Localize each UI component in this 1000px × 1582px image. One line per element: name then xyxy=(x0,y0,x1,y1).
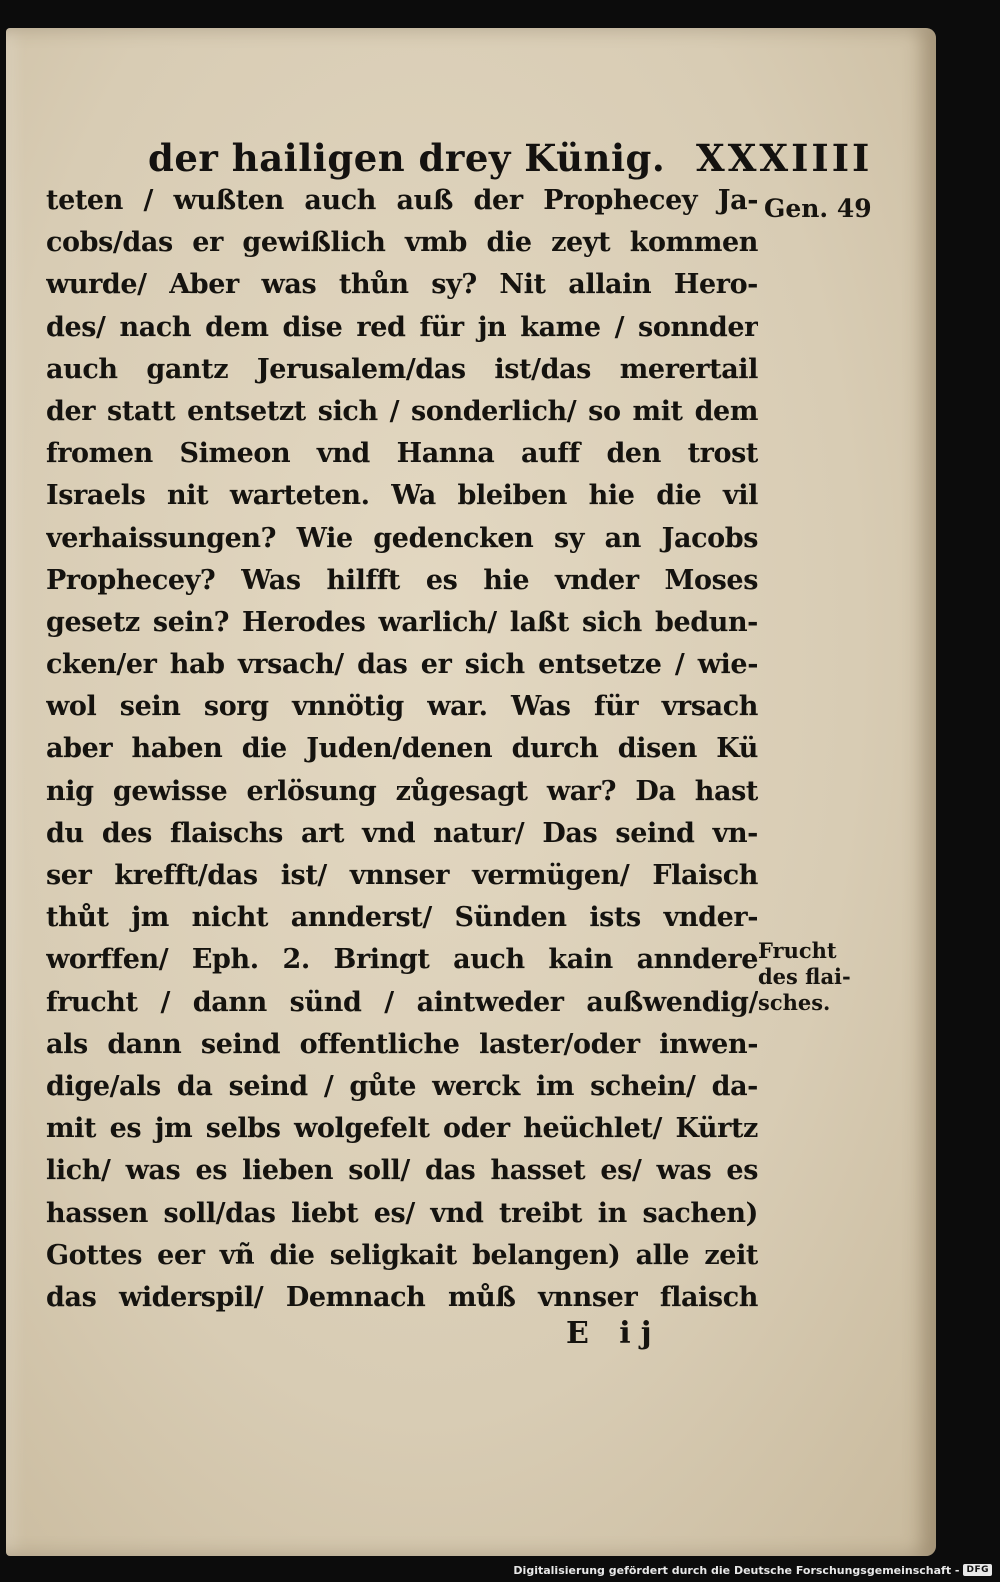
text-line: fromen Simeon vnd Hanna auff den trost xyxy=(46,438,758,470)
text-line: cken/er hab vrsach/ das er sich entsetze / wie- xyxy=(46,649,758,681)
text-line: verhaissungen? Wie gedencken sy an Jacobs xyxy=(46,522,758,554)
text-line: aber haben die Juden/denen durch disen Kü xyxy=(46,733,758,765)
folio-number: XXXIIII xyxy=(696,136,873,180)
dfg-logo: DFG xyxy=(963,1564,992,1576)
margin-note-frucht xyxy=(758,938,851,1016)
text-line: cobs/das er gewißlich vmb die zeyt kommen xyxy=(46,227,758,259)
text-line: auch gantz Jerusalem/das ist/das merertail xyxy=(46,353,758,385)
text-line: wurde/ Aber was thůn sy? Nit allain Hero- xyxy=(46,269,758,301)
digitization-footer xyxy=(513,1560,992,1580)
text-line: teten / wußten auch auß der Prophecey Ja- xyxy=(46,185,758,216)
main-text-block xyxy=(46,180,758,1319)
text-line: gesetz sein? Herodes warlich/ laßt sich bedun- xyxy=(46,606,758,638)
text-line: ser krefft/das ist/ vnnser vermügen/ Flaisch xyxy=(46,860,758,891)
text-line: du des flaischs art vnd natur/ Das seind vn- xyxy=(46,817,758,849)
text-line: des/ nach dem dise red für jn kame / sonnder xyxy=(46,311,758,343)
margin-note-line: sches. xyxy=(758,990,831,1015)
text-line: Gottes eer vñ die seligkait belangen) alle zeit xyxy=(46,1239,758,1271)
text-line: nig gewisse erlösung zůgesagt war? Da hast xyxy=(46,775,758,807)
signature-mark: E ij xyxy=(566,1316,662,1351)
text-line: worffen/ Eph. 2. Bringt auch kain anndere xyxy=(46,944,758,976)
footer-credit-text: Digitalisierung gefördert durch die Deutsche Forschungsgemeinschaft - xyxy=(513,1563,960,1577)
text-line: Israels nit warteten. Wa bleiben hie die vil xyxy=(46,480,758,512)
text-line: frucht / dann sünd / aintweder außwendig/ xyxy=(46,986,758,1018)
text-line: dige/als da seind / gůte werck im schein/ da- xyxy=(46,1070,758,1102)
text-line: thůt jm nicht annderst/ Sünden ists vnder- xyxy=(46,902,758,934)
margin-note-line: Frucht xyxy=(758,938,837,963)
text-line: der statt entsetzt sich / sonderlich/ so mit dem xyxy=(46,395,758,427)
text-line: wol sein sorg vnnötig war. Was für vrsach xyxy=(46,691,758,723)
text-line: hassen soll/das liebt es/ vnd treibt in sachen) xyxy=(46,1197,758,1229)
margin-note-genesis: Gen. 49 xyxy=(764,194,872,223)
text-line: lich/ was es lieben soll/ das hasset es/ was es xyxy=(46,1155,758,1187)
text-line: das widerspil/ Demnach můß vnnser flaisch xyxy=(46,1281,758,1313)
running-head: der hailigen drey Künig. xyxy=(148,136,666,180)
margin-note-line: des flai- xyxy=(758,964,851,989)
text-line: Prophecey? Was hilfft es hie vnder Moses xyxy=(46,564,758,596)
book-page xyxy=(6,28,936,1556)
text-line: als dann seind offentliche laster/oder inwen- xyxy=(46,1028,758,1060)
text-line: mit es jm selbs wolgefelt oder heüchlet/ Kürtz xyxy=(46,1113,758,1145)
